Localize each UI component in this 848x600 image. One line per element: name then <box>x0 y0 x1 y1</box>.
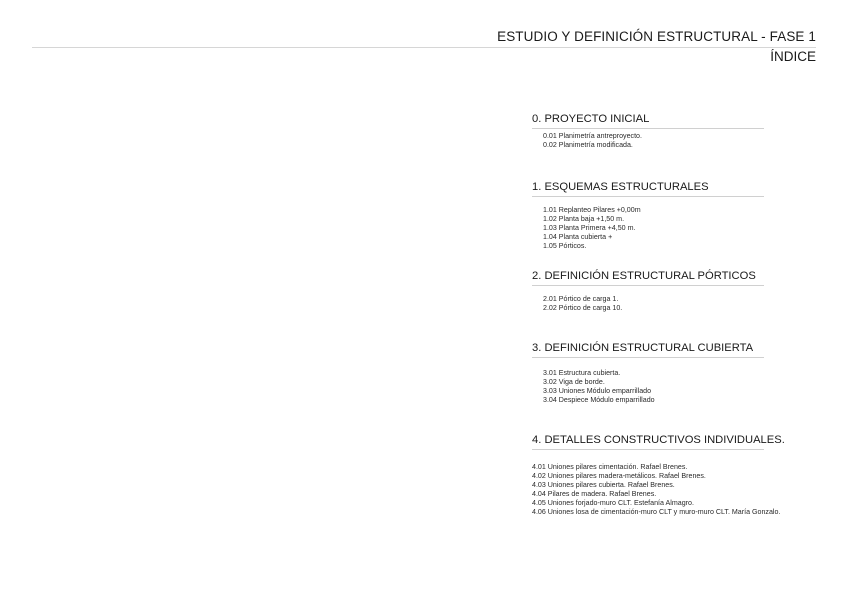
page-subtitle: ÍNDICE <box>770 49 816 64</box>
index-item: 2.02 Pórtico de carga 10. <box>543 304 623 313</box>
section-divider <box>532 285 764 286</box>
index-item: 1.04 Planta cubierta + <box>543 233 613 242</box>
index-section-4 <box>532 433 812 517</box>
index-item: 4.03 Uniones pilares cubierta. Rafael Brenes. <box>532 481 675 490</box>
index-item: 3.03 Uniones Módulo emparrillado <box>543 387 652 396</box>
index-item: 1.03 Planta Primera +4,50 m. <box>543 224 636 233</box>
index-item: 1.05 Pórticos. <box>543 242 587 251</box>
section-heading: 2. DEFINICIÓN ESTRUCTURAL PÓRTICOS <box>532 270 756 282</box>
page-title: ESTUDIO Y DEFINICIÓN ESTRUCTURAL - FASE 1 <box>497 29 816 44</box>
index-section-0 <box>532 112 812 150</box>
section-item-list <box>532 463 780 518</box>
index-item: 0.02 Planimetría modificada. <box>543 141 633 150</box>
section-item-list <box>543 206 641 251</box>
index-item: 4.01 Uniones pilares cimentación. Rafael Brenes. <box>532 463 688 471</box>
index-section-1 <box>532 180 812 251</box>
header-divider <box>32 47 816 48</box>
index-section-2 <box>532 269 812 313</box>
index-item: 4.05 Uniones forjado-muro CLT. Estefanía Almagro. <box>532 499 694 508</box>
section-heading: 4. DETALLES CONSTRUCTIVOS INDIVIDUALES. <box>532 434 785 446</box>
index-item: 3.02 Viga de borde. <box>543 378 605 387</box>
index-item: 4.02 Uniones pilares madera-metálicos. Rafael Brenes. <box>532 472 706 481</box>
section-heading: 0. PROYECTO INICIAL <box>532 113 650 125</box>
section-heading: 1. ESQUEMAS ESTRUCTURALES <box>532 181 709 193</box>
section-heading: 3. DEFINICIÓN ESTRUCTURAL CUBIERTA <box>532 342 754 354</box>
index-item: 0.01 Planimetría antreproyecto. <box>543 132 642 140</box>
index-item: 3.04 Despiece Módulo emparrillado <box>543 396 655 405</box>
index-item: 1.01 Replanteo Pilares +0,00m <box>543 206 641 214</box>
index-item: 4.06 Uniones losa de cimentación-muro CLT y muro-muro CLT. María Gonzalo. <box>532 508 781 517</box>
section-divider <box>532 357 764 358</box>
index-item: 3.01 Estructura cubierta. <box>543 369 621 377</box>
section-item-list <box>543 295 622 313</box>
index-section-3 <box>532 341 812 405</box>
index-item: 4.04 Pilares de madera. Rafael Brenes. <box>532 490 657 499</box>
section-divider <box>532 196 764 197</box>
index-item: 1.02 Planta baja +1,50 m. <box>543 215 625 224</box>
section-item-list <box>543 369 655 405</box>
section-divider <box>532 128 764 129</box>
section-divider <box>532 449 764 450</box>
index-item: 2.01 Pórtico de carga 1. <box>543 295 619 303</box>
section-item-list <box>543 132 642 150</box>
